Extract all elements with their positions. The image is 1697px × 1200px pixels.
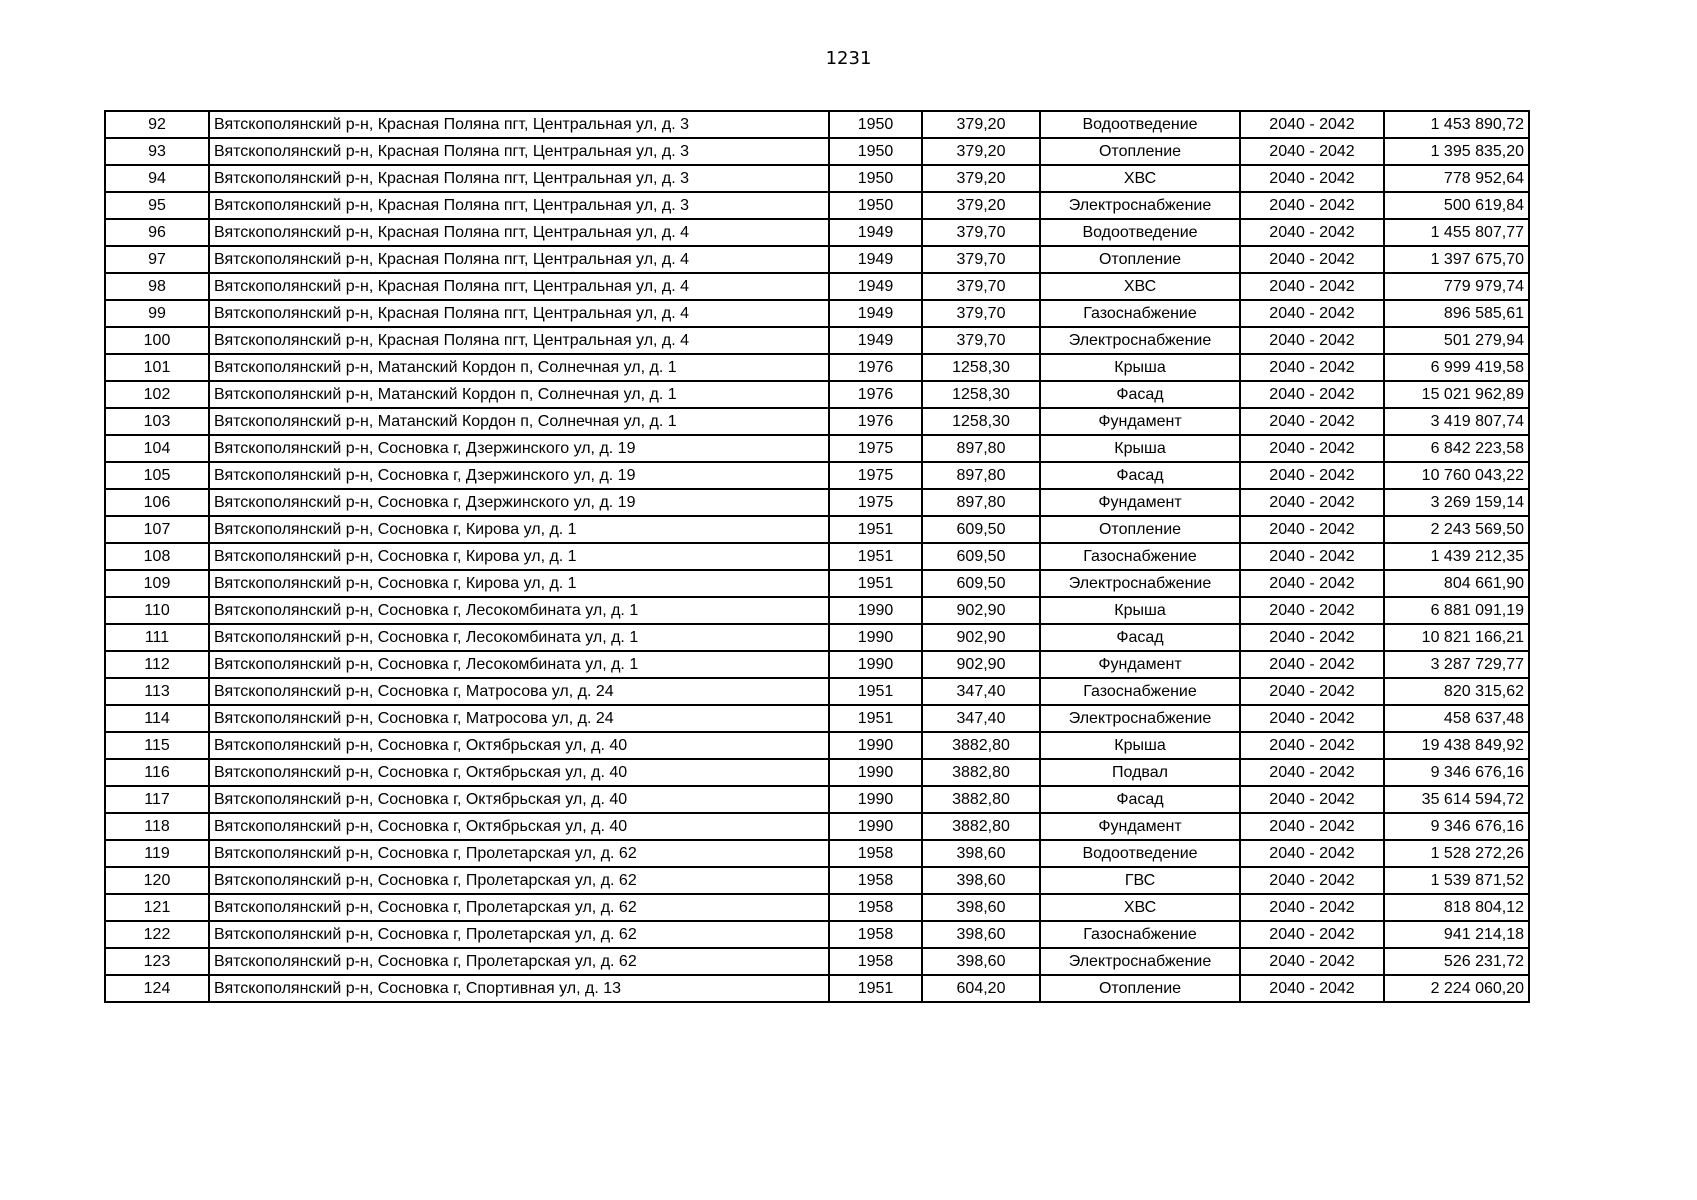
period-cell: 2040 - 2042 bbox=[1240, 975, 1384, 1002]
table-row bbox=[105, 354, 1529, 381]
area-cell: 379,70 bbox=[922, 327, 1040, 354]
table-row bbox=[105, 624, 1529, 651]
period-cell: 2040 - 2042 bbox=[1240, 651, 1384, 678]
work-type-cell: Фундамент bbox=[1040, 408, 1240, 435]
cost-cell: 10 821 166,21 bbox=[1384, 624, 1529, 651]
work-type-cell: Крыша bbox=[1040, 597, 1240, 624]
table-row bbox=[105, 327, 1529, 354]
period-cell: 2040 - 2042 bbox=[1240, 138, 1384, 165]
table-row bbox=[105, 246, 1529, 273]
cost-cell: 1 528 272,26 bbox=[1384, 840, 1529, 867]
area-cell: 897,80 bbox=[922, 435, 1040, 462]
area-cell: 379,20 bbox=[922, 192, 1040, 219]
address-cell: Вятскополянский р-н, Красная Поляна пгт, Центральная ул, д. 3 bbox=[209, 165, 829, 192]
work-type-cell: Крыша bbox=[1040, 732, 1240, 759]
work-type-cell: Фасад bbox=[1040, 381, 1240, 408]
area-cell: 609,50 bbox=[922, 543, 1040, 570]
row-number-cell: 95 bbox=[105, 192, 209, 219]
address-cell: Вятскополянский р-н, Красная Поляна пгт, Центральная ул, д. 3 bbox=[209, 138, 829, 165]
address-cell: Вятскополянский р-н, Сосновка г, Лесокомбината ул, д. 1 bbox=[209, 597, 829, 624]
year-cell: 1990 bbox=[829, 813, 922, 840]
work-type-cell: Газоснабжение bbox=[1040, 300, 1240, 327]
table-body bbox=[105, 111, 1529, 1002]
address-cell: Вятскополянский р-н, Сосновка г, Пролетарская ул, д. 62 bbox=[209, 840, 829, 867]
cost-cell: 896 585,61 bbox=[1384, 300, 1529, 327]
cost-cell: 15 021 962,89 bbox=[1384, 381, 1529, 408]
table-row bbox=[105, 408, 1529, 435]
row-number-cell: 92 bbox=[105, 111, 209, 138]
address-cell: Вятскополянский р-н, Сосновка г, Кирова ул, д. 1 bbox=[209, 570, 829, 597]
table-row bbox=[105, 300, 1529, 327]
cost-cell: 500 619,84 bbox=[1384, 192, 1529, 219]
table-row bbox=[105, 543, 1529, 570]
work-type-cell: Подвал bbox=[1040, 759, 1240, 786]
area-cell: 379,20 bbox=[922, 138, 1040, 165]
area-cell: 3882,80 bbox=[922, 759, 1040, 786]
cost-cell: 778 952,64 bbox=[1384, 165, 1529, 192]
period-cell: 2040 - 2042 bbox=[1240, 813, 1384, 840]
row-number-cell: 108 bbox=[105, 543, 209, 570]
area-cell: 1258,30 bbox=[922, 354, 1040, 381]
area-cell: 1258,30 bbox=[922, 408, 1040, 435]
period-cell: 2040 - 2042 bbox=[1240, 165, 1384, 192]
work-type-cell: Водоотведение bbox=[1040, 840, 1240, 867]
work-type-cell: Отопление bbox=[1040, 138, 1240, 165]
work-type-cell: ГВС bbox=[1040, 867, 1240, 894]
row-number-cell: 103 bbox=[105, 408, 209, 435]
row-number-cell: 93 bbox=[105, 138, 209, 165]
page-number: 1231 bbox=[825, 48, 872, 69]
table-row bbox=[105, 219, 1529, 246]
year-cell: 1958 bbox=[829, 867, 922, 894]
row-number-cell: 122 bbox=[105, 921, 209, 948]
period-cell: 2040 - 2042 bbox=[1240, 570, 1384, 597]
address-cell: Вятскополянский р-н, Сосновка г, Пролетарская ул, д. 62 bbox=[209, 921, 829, 948]
address-cell: Вятскополянский р-н, Сосновка г, Спортивная ул, д. 13 bbox=[209, 975, 829, 1002]
year-cell: 1951 bbox=[829, 570, 922, 597]
row-number-cell: 115 bbox=[105, 732, 209, 759]
period-cell: 2040 - 2042 bbox=[1240, 597, 1384, 624]
address-cell: Вятскополянский р-н, Сосновка г, Кирова ул, д. 1 bbox=[209, 543, 829, 570]
address-cell: Вятскополянский р-н, Сосновка г, Матросова ул, д. 24 bbox=[209, 678, 829, 705]
area-cell: 347,40 bbox=[922, 705, 1040, 732]
cost-cell: 1 395 835,20 bbox=[1384, 138, 1529, 165]
year-cell: 1949 bbox=[829, 273, 922, 300]
table-row bbox=[105, 759, 1529, 786]
address-cell: Вятскополянский р-н, Матанский Кордон п, Солнечная ул, д. 1 bbox=[209, 381, 829, 408]
address-cell: Вятскополянский р-н, Красная Поляна пгт, Центральная ул, д. 4 bbox=[209, 246, 829, 273]
work-type-cell: Фундамент bbox=[1040, 651, 1240, 678]
address-cell: Вятскополянский р-н, Сосновка г, Кирова ул, д. 1 bbox=[209, 516, 829, 543]
year-cell: 1975 bbox=[829, 435, 922, 462]
area-cell: 379,20 bbox=[922, 111, 1040, 138]
address-cell: Вятскополянский р-н, Сосновка г, Октябрьская ул, д. 40 bbox=[209, 786, 829, 813]
row-number-cell: 96 bbox=[105, 219, 209, 246]
address-cell: Вятскополянский р-н, Матанский Кордон п, Солнечная ул, д. 1 bbox=[209, 354, 829, 381]
year-cell: 1990 bbox=[829, 597, 922, 624]
cost-cell: 6 881 091,19 bbox=[1384, 597, 1529, 624]
table-row bbox=[105, 381, 1529, 408]
row-number-cell: 111 bbox=[105, 624, 209, 651]
row-number-cell: 119 bbox=[105, 840, 209, 867]
table-row bbox=[105, 867, 1529, 894]
cost-cell: 3 269 159,14 bbox=[1384, 489, 1529, 516]
period-cell: 2040 - 2042 bbox=[1240, 408, 1384, 435]
year-cell: 1950 bbox=[829, 111, 922, 138]
table-row bbox=[105, 570, 1529, 597]
year-cell: 1990 bbox=[829, 732, 922, 759]
area-cell: 609,50 bbox=[922, 516, 1040, 543]
area-cell: 379,20 bbox=[922, 165, 1040, 192]
table-row bbox=[105, 732, 1529, 759]
year-cell: 1958 bbox=[829, 921, 922, 948]
table-row bbox=[105, 975, 1529, 1002]
row-number-cell: 97 bbox=[105, 246, 209, 273]
row-number-cell: 114 bbox=[105, 705, 209, 732]
table-row bbox=[105, 111, 1529, 138]
work-type-cell: Крыша bbox=[1040, 354, 1240, 381]
address-cell: Вятскополянский р-н, Красная Поляна пгт, Центральная ул, д. 4 bbox=[209, 327, 829, 354]
table-row bbox=[105, 462, 1529, 489]
period-cell: 2040 - 2042 bbox=[1240, 867, 1384, 894]
work-type-cell: ХВС bbox=[1040, 273, 1240, 300]
row-number-cell: 99 bbox=[105, 300, 209, 327]
cost-cell: 6 842 223,58 bbox=[1384, 435, 1529, 462]
address-cell: Вятскополянский р-н, Красная Поляна пгт, Центральная ул, д. 3 bbox=[209, 192, 829, 219]
work-type-cell: Газоснабжение bbox=[1040, 921, 1240, 948]
period-cell: 2040 - 2042 bbox=[1240, 273, 1384, 300]
work-type-cell: Фундамент bbox=[1040, 489, 1240, 516]
work-type-cell: Отопление bbox=[1040, 246, 1240, 273]
table-row bbox=[105, 705, 1529, 732]
period-cell: 2040 - 2042 bbox=[1240, 516, 1384, 543]
period-cell: 2040 - 2042 bbox=[1240, 327, 1384, 354]
address-cell: Вятскополянский р-н, Сосновка г, Октябрьская ул, д. 40 bbox=[209, 732, 829, 759]
cost-cell: 9 346 676,16 bbox=[1384, 759, 1529, 786]
row-number-cell: 117 bbox=[105, 786, 209, 813]
row-number-cell: 101 bbox=[105, 354, 209, 381]
period-cell: 2040 - 2042 bbox=[1240, 246, 1384, 273]
area-cell: 3882,80 bbox=[922, 813, 1040, 840]
period-cell: 2040 - 2042 bbox=[1240, 624, 1384, 651]
row-number-cell: 105 bbox=[105, 462, 209, 489]
year-cell: 1949 bbox=[829, 300, 922, 327]
work-type-cell: Фасад bbox=[1040, 786, 1240, 813]
address-cell: Вятскополянский р-н, Сосновка г, Лесокомбината ул, д. 1 bbox=[209, 651, 829, 678]
row-number-cell: 104 bbox=[105, 435, 209, 462]
period-cell: 2040 - 2042 bbox=[1240, 543, 1384, 570]
year-cell: 1975 bbox=[829, 462, 922, 489]
table-row bbox=[105, 138, 1529, 165]
table-row bbox=[105, 192, 1529, 219]
work-type-cell: ХВС bbox=[1040, 894, 1240, 921]
table-row bbox=[105, 597, 1529, 624]
area-cell: 379,70 bbox=[922, 219, 1040, 246]
cost-cell: 779 979,74 bbox=[1384, 273, 1529, 300]
table-row bbox=[105, 651, 1529, 678]
period-cell: 2040 - 2042 bbox=[1240, 921, 1384, 948]
address-cell: Вятскополянский р-н, Сосновка г, Пролетарская ул, д. 62 bbox=[209, 948, 829, 975]
table-row bbox=[105, 813, 1529, 840]
table-row bbox=[105, 165, 1529, 192]
period-cell: 2040 - 2042 bbox=[1240, 489, 1384, 516]
period-cell: 2040 - 2042 bbox=[1240, 840, 1384, 867]
year-cell: 1976 bbox=[829, 354, 922, 381]
year-cell: 1976 bbox=[829, 381, 922, 408]
cost-cell: 820 315,62 bbox=[1384, 678, 1529, 705]
address-cell: Вятскополянский р-н, Сосновка г, Пролетарская ул, д. 62 bbox=[209, 867, 829, 894]
area-cell: 398,60 bbox=[922, 840, 1040, 867]
period-cell: 2040 - 2042 bbox=[1240, 948, 1384, 975]
cost-cell: 3 287 729,77 bbox=[1384, 651, 1529, 678]
area-cell: 902,90 bbox=[922, 597, 1040, 624]
row-number-cell: 94 bbox=[105, 165, 209, 192]
table-row bbox=[105, 489, 1529, 516]
year-cell: 1951 bbox=[829, 516, 922, 543]
work-type-cell: Крыша bbox=[1040, 435, 1240, 462]
year-cell: 1950 bbox=[829, 192, 922, 219]
cost-cell: 2 243 569,50 bbox=[1384, 516, 1529, 543]
year-cell: 1958 bbox=[829, 894, 922, 921]
cost-cell: 501 279,94 bbox=[1384, 327, 1529, 354]
table-row bbox=[105, 435, 1529, 462]
period-cell: 2040 - 2042 bbox=[1240, 354, 1384, 381]
work-type-cell: Электроснабжение bbox=[1040, 570, 1240, 597]
area-cell: 902,90 bbox=[922, 651, 1040, 678]
period-cell: 2040 - 2042 bbox=[1240, 894, 1384, 921]
period-cell: 2040 - 2042 bbox=[1240, 111, 1384, 138]
row-number-cell: 110 bbox=[105, 597, 209, 624]
row-number-cell: 116 bbox=[105, 759, 209, 786]
row-number-cell: 109 bbox=[105, 570, 209, 597]
area-cell: 379,70 bbox=[922, 300, 1040, 327]
period-cell: 2040 - 2042 bbox=[1240, 705, 1384, 732]
area-cell: 897,80 bbox=[922, 462, 1040, 489]
year-cell: 1958 bbox=[829, 840, 922, 867]
address-cell: Вятскополянский р-н, Красная Поляна пгт, Центральная ул, д. 3 bbox=[209, 111, 829, 138]
address-cell: Вятскополянский р-н, Сосновка г, Пролетарская ул, д. 62 bbox=[209, 894, 829, 921]
address-cell: Вятскополянский р-н, Сосновка г, Октябрьская ул, д. 40 bbox=[209, 813, 829, 840]
table-row bbox=[105, 921, 1529, 948]
work-type-cell: Отопление bbox=[1040, 975, 1240, 1002]
cost-cell: 3 419 807,74 bbox=[1384, 408, 1529, 435]
row-number-cell: 102 bbox=[105, 381, 209, 408]
cost-cell: 941 214,18 bbox=[1384, 921, 1529, 948]
cost-cell: 526 231,72 bbox=[1384, 948, 1529, 975]
period-cell: 2040 - 2042 bbox=[1240, 732, 1384, 759]
year-cell: 1949 bbox=[829, 246, 922, 273]
period-cell: 2040 - 2042 bbox=[1240, 786, 1384, 813]
cost-cell: 804 661,90 bbox=[1384, 570, 1529, 597]
work-type-cell: Водоотведение bbox=[1040, 111, 1240, 138]
year-cell: 1951 bbox=[829, 543, 922, 570]
row-number-cell: 121 bbox=[105, 894, 209, 921]
cost-cell: 1 453 890,72 bbox=[1384, 111, 1529, 138]
area-cell: 379,70 bbox=[922, 273, 1040, 300]
period-cell: 2040 - 2042 bbox=[1240, 219, 1384, 246]
table-row bbox=[105, 894, 1529, 921]
area-cell: 1258,30 bbox=[922, 381, 1040, 408]
work-type-cell: Отопление bbox=[1040, 516, 1240, 543]
period-cell: 2040 - 2042 bbox=[1240, 192, 1384, 219]
year-cell: 1990 bbox=[829, 759, 922, 786]
work-type-cell: Водоотведение bbox=[1040, 219, 1240, 246]
row-number-cell: 113 bbox=[105, 678, 209, 705]
year-cell: 1958 bbox=[829, 948, 922, 975]
area-cell: 347,40 bbox=[922, 678, 1040, 705]
address-cell: Вятскополянский р-н, Красная Поляна пгт, Центральная ул, д. 4 bbox=[209, 300, 829, 327]
period-cell: 2040 - 2042 bbox=[1240, 435, 1384, 462]
work-type-cell: Электроснабжение bbox=[1040, 327, 1240, 354]
work-type-cell: Фундамент bbox=[1040, 813, 1240, 840]
address-cell: Вятскополянский р-н, Красная Поляна пгт, Центральная ул, д. 4 bbox=[209, 219, 829, 246]
cost-cell: 818 804,12 bbox=[1384, 894, 1529, 921]
area-cell: 398,60 bbox=[922, 921, 1040, 948]
table-row bbox=[105, 948, 1529, 975]
work-type-cell: Газоснабжение bbox=[1040, 678, 1240, 705]
cost-cell: 19 438 849,92 bbox=[1384, 732, 1529, 759]
address-cell: Вятскополянский р-н, Сосновка г, Дзержинского ул, д. 19 bbox=[209, 462, 829, 489]
year-cell: 1951 bbox=[829, 705, 922, 732]
row-number-cell: 98 bbox=[105, 273, 209, 300]
table-row bbox=[105, 678, 1529, 705]
year-cell: 1950 bbox=[829, 165, 922, 192]
address-cell: Вятскополянский р-н, Сосновка г, Лесокомбината ул, д. 1 bbox=[209, 624, 829, 651]
area-cell: 379,70 bbox=[922, 246, 1040, 273]
area-cell: 609,50 bbox=[922, 570, 1040, 597]
table-row bbox=[105, 273, 1529, 300]
period-cell: 2040 - 2042 bbox=[1240, 300, 1384, 327]
year-cell: 1951 bbox=[829, 975, 922, 1002]
year-cell: 1990 bbox=[829, 651, 922, 678]
work-type-cell: Электроснабжение bbox=[1040, 192, 1240, 219]
table-row bbox=[105, 516, 1529, 543]
area-cell: 897,80 bbox=[922, 489, 1040, 516]
row-number-cell: 112 bbox=[105, 651, 209, 678]
work-type-cell: Фасад bbox=[1040, 624, 1240, 651]
work-type-cell: Электроснабжение bbox=[1040, 705, 1240, 732]
table-row bbox=[105, 786, 1529, 813]
row-number-cell: 100 bbox=[105, 327, 209, 354]
row-number-cell: 124 bbox=[105, 975, 209, 1002]
area-cell: 3882,80 bbox=[922, 732, 1040, 759]
area-cell: 604,20 bbox=[922, 975, 1040, 1002]
work-type-cell: Газоснабжение bbox=[1040, 543, 1240, 570]
cost-cell: 6 999 419,58 bbox=[1384, 354, 1529, 381]
work-type-cell: Фасад bbox=[1040, 462, 1240, 489]
address-cell: Вятскополянский р-н, Матанский Кордон п, Солнечная ул, д. 1 bbox=[209, 408, 829, 435]
period-cell: 2040 - 2042 bbox=[1240, 462, 1384, 489]
address-cell: Вятскополянский р-н, Сосновка г, Дзержинского ул, д. 19 bbox=[209, 435, 829, 462]
year-cell: 1949 bbox=[829, 327, 922, 354]
cost-cell: 2 224 060,20 bbox=[1384, 975, 1529, 1002]
row-number-cell: 120 bbox=[105, 867, 209, 894]
address-cell: Вятскополянский р-н, Красная Поляна пгт, Центральная ул, д. 4 bbox=[209, 273, 829, 300]
row-number-cell: 118 bbox=[105, 813, 209, 840]
area-cell: 398,60 bbox=[922, 867, 1040, 894]
year-cell: 1976 bbox=[829, 408, 922, 435]
address-cell: Вятскополянский р-н, Сосновка г, Дзержинского ул, д. 19 bbox=[209, 489, 829, 516]
cost-cell: 9 346 676,16 bbox=[1384, 813, 1529, 840]
cost-cell: 458 637,48 bbox=[1384, 705, 1529, 732]
data-table bbox=[104, 110, 1530, 1003]
cost-cell: 1 439 212,35 bbox=[1384, 543, 1529, 570]
table-row bbox=[105, 840, 1529, 867]
area-cell: 398,60 bbox=[922, 948, 1040, 975]
area-cell: 902,90 bbox=[922, 624, 1040, 651]
work-type-cell: Электроснабжение bbox=[1040, 948, 1240, 975]
cost-cell: 35 614 594,72 bbox=[1384, 786, 1529, 813]
period-cell: 2040 - 2042 bbox=[1240, 759, 1384, 786]
row-number-cell: 107 bbox=[105, 516, 209, 543]
row-number-cell: 106 bbox=[105, 489, 209, 516]
area-cell: 3882,80 bbox=[922, 786, 1040, 813]
cost-cell: 1 539 871,52 bbox=[1384, 867, 1529, 894]
year-cell: 1975 bbox=[829, 489, 922, 516]
address-cell: Вятскополянский р-н, Сосновка г, Октябрьская ул, д. 40 bbox=[209, 759, 829, 786]
year-cell: 1990 bbox=[829, 786, 922, 813]
cost-cell: 1 397 675,70 bbox=[1384, 246, 1529, 273]
year-cell: 1950 bbox=[829, 138, 922, 165]
address-cell: Вятскополянский р-н, Сосновка г, Матросова ул, д. 24 bbox=[209, 705, 829, 732]
cost-cell: 1 455 807,77 bbox=[1384, 219, 1529, 246]
year-cell: 1990 bbox=[829, 624, 922, 651]
period-cell: 2040 - 2042 bbox=[1240, 678, 1384, 705]
period-cell: 2040 - 2042 bbox=[1240, 381, 1384, 408]
year-cell: 1951 bbox=[829, 678, 922, 705]
work-type-cell: ХВС bbox=[1040, 165, 1240, 192]
year-cell: 1949 bbox=[829, 219, 922, 246]
row-number-cell: 123 bbox=[105, 948, 209, 975]
area-cell: 398,60 bbox=[922, 894, 1040, 921]
cost-cell: 10 760 043,22 bbox=[1384, 462, 1529, 489]
